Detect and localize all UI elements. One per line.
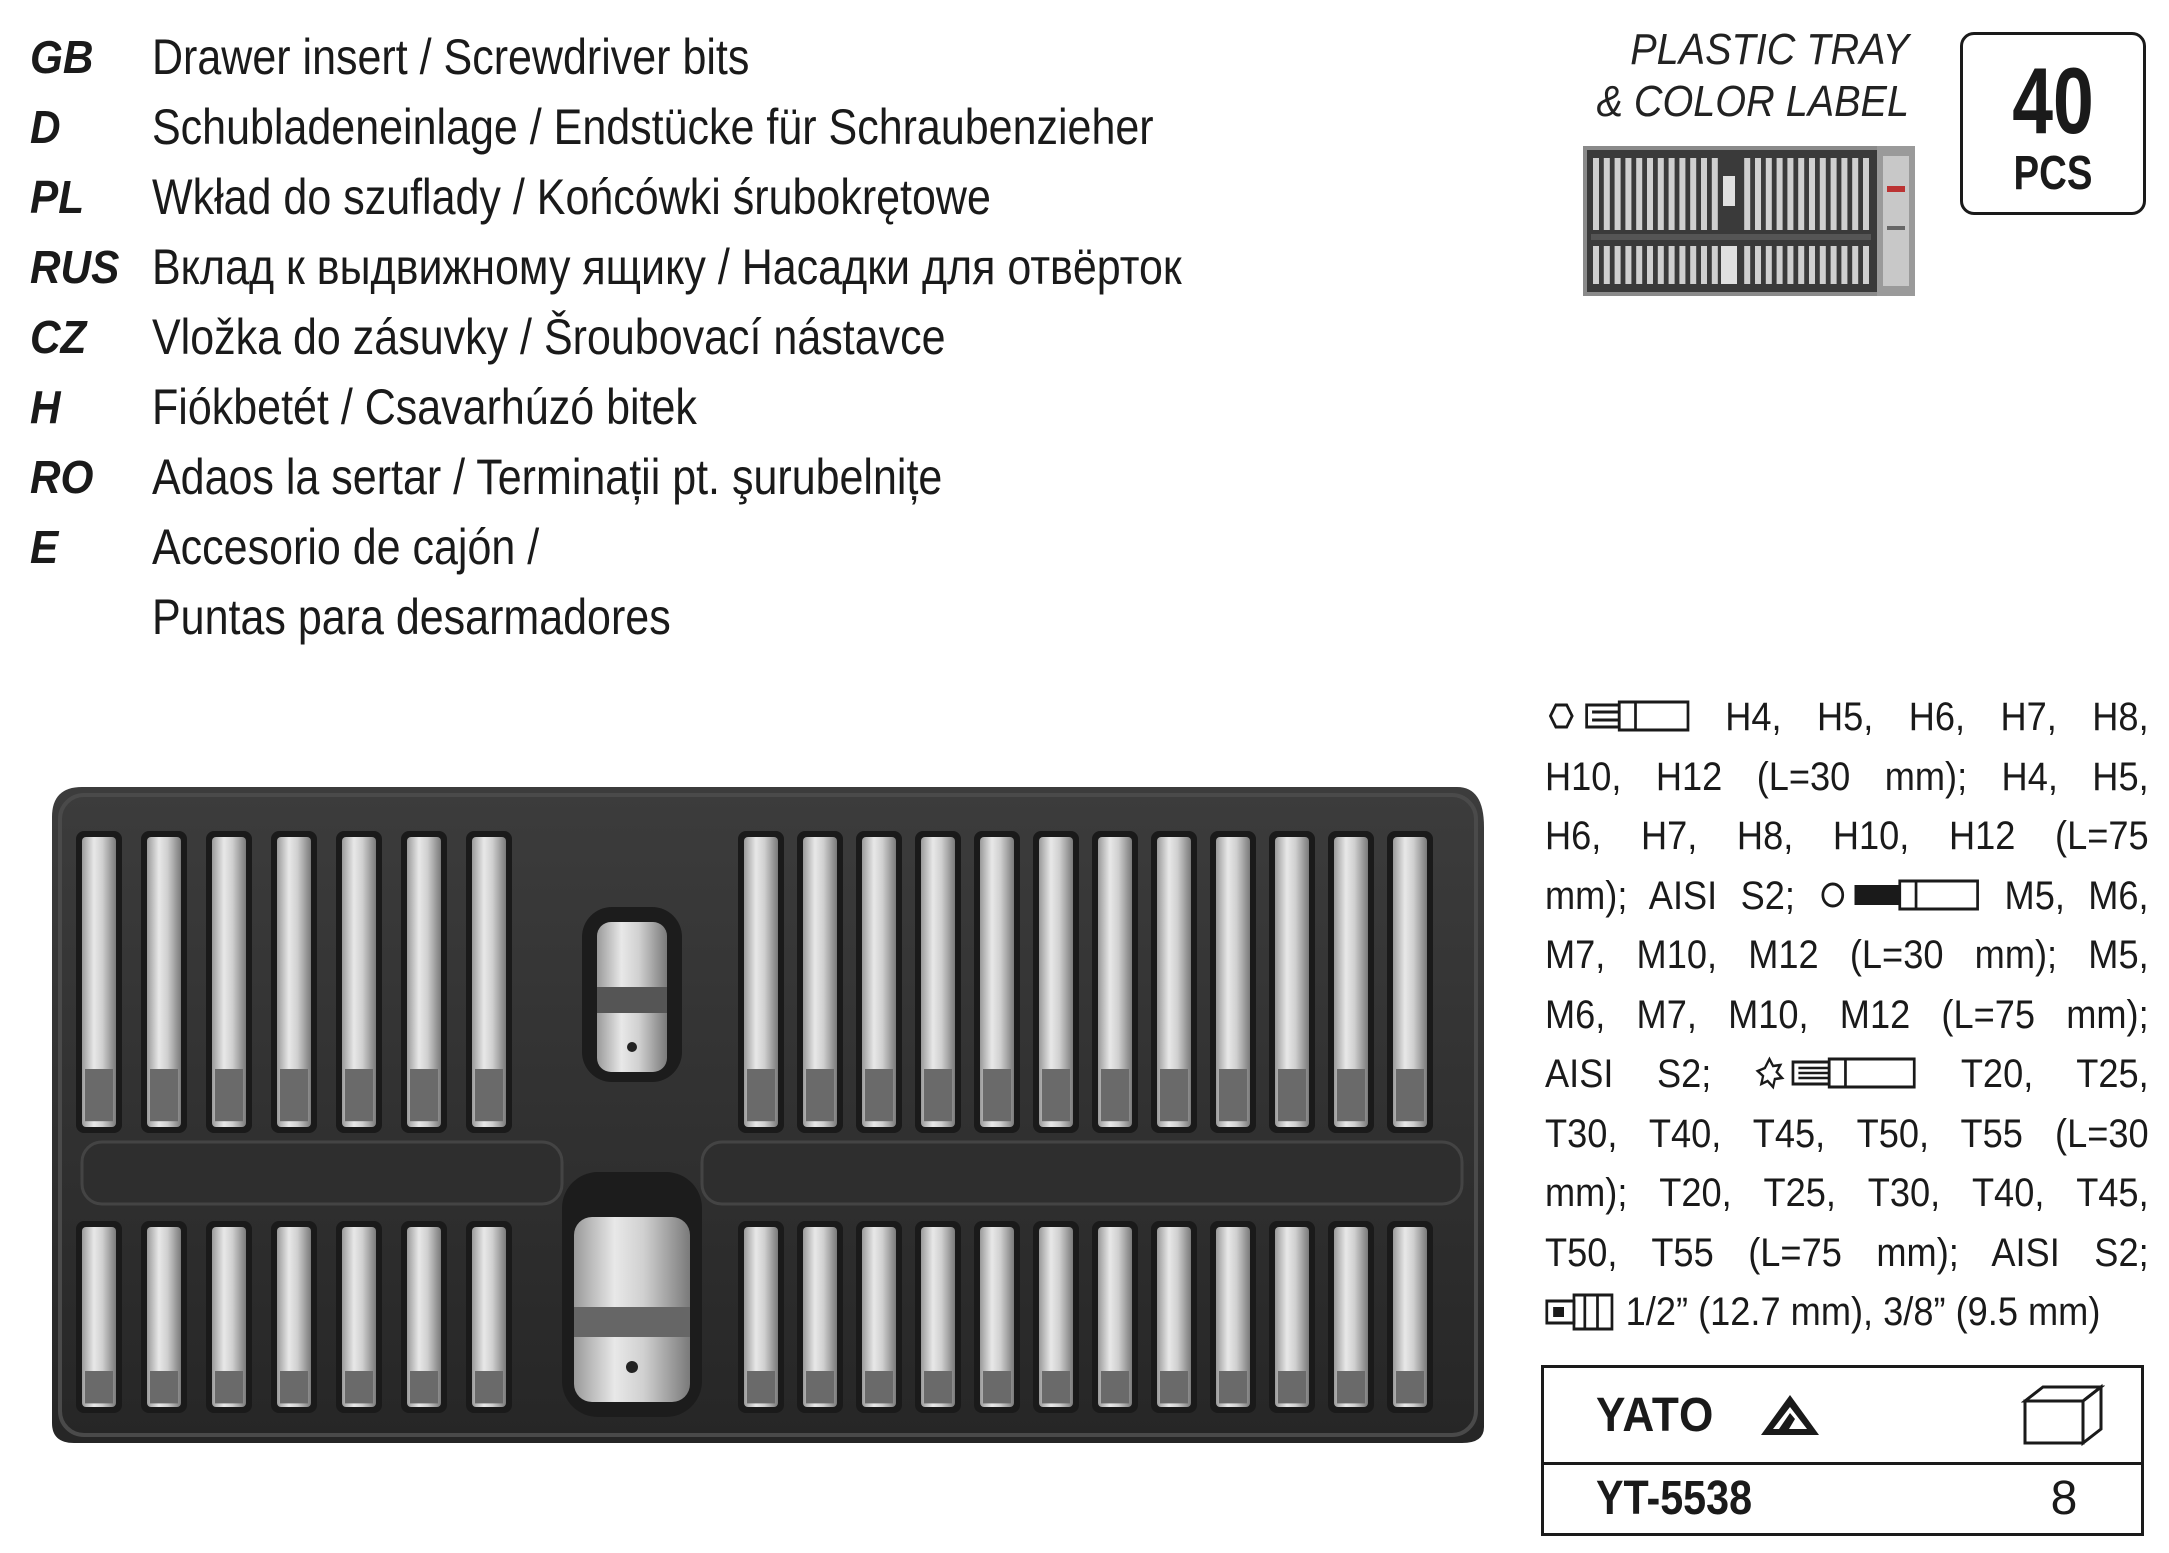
thumbnail-bit-image bbox=[1669, 158, 1675, 230]
long-bit-image bbox=[856, 831, 902, 1133]
lang-code: GB bbox=[30, 31, 94, 83]
long-bit-image bbox=[401, 831, 447, 1133]
short-bit-image bbox=[141, 1221, 187, 1413]
thumbnail-bit-image bbox=[1669, 246, 1675, 284]
thumbnail-bit-image bbox=[1798, 158, 1804, 230]
spec-text: mm); AISI S2; bbox=[1545, 873, 1795, 918]
spec-line-11 bbox=[1545, 1283, 2149, 1343]
long-bit-image bbox=[206, 831, 252, 1133]
thumbnail-bit-image bbox=[1647, 158, 1653, 230]
table-data-row bbox=[1544, 1465, 2141, 1533]
short-bit-image bbox=[1092, 1221, 1138, 1413]
adapter-small-image bbox=[582, 907, 682, 1082]
long-bit-image bbox=[1092, 831, 1138, 1133]
lang-code: H bbox=[30, 381, 61, 433]
tray-thumbnail-image bbox=[1583, 146, 1915, 296]
spec-line-1 bbox=[1545, 688, 2149, 748]
lang-code: E bbox=[30, 521, 59, 573]
long-bit-image bbox=[797, 831, 843, 1133]
thumbnail-bit-image bbox=[1625, 158, 1631, 230]
thumbnail-bit-image bbox=[1591, 234, 1871, 240]
thumbnail-bit-image bbox=[1841, 246, 1847, 284]
package-quantity: 8 bbox=[2050, 1472, 2078, 1525]
thumbnail-bit-image bbox=[1701, 246, 1707, 284]
thumbnail-bit-image bbox=[1809, 158, 1815, 230]
tray-label bbox=[1441, 24, 1909, 128]
thumbnail-bit-image bbox=[1744, 246, 1750, 284]
thumbnail-bit-image bbox=[1593, 246, 1599, 284]
spec-line-4 bbox=[1545, 867, 2149, 927]
piece-unit: PCS bbox=[2013, 147, 2093, 200]
model-number: YT-5538 bbox=[1596, 1472, 1753, 1525]
short-bit-image bbox=[336, 1221, 382, 1413]
piece-count-badge bbox=[1960, 32, 2146, 215]
yato-logo-icon bbox=[1759, 1393, 1821, 1437]
lang-text: Puntas para desarmadores bbox=[152, 589, 671, 645]
lang-code: CZ bbox=[30, 311, 87, 363]
spec-line-8: T30, T40, T45, T50, T55 (L=30 bbox=[1545, 1111, 2149, 1156]
short-bit-image bbox=[1210, 1221, 1256, 1413]
thumbnail-bit-image bbox=[1690, 246, 1696, 284]
thumbnail-bit-image bbox=[1712, 246, 1718, 284]
thumbnail-bit-image bbox=[1831, 158, 1837, 230]
drawer-tray-image bbox=[52, 787, 1484, 1443]
table-header-row bbox=[1544, 1368, 2141, 1465]
long-bit-image bbox=[915, 831, 961, 1133]
long-bit-image bbox=[141, 831, 187, 1133]
torx-bit-icon bbox=[1755, 1053, 1918, 1093]
long-bit-image bbox=[1033, 831, 1079, 1133]
long-bit-image bbox=[974, 831, 1020, 1133]
thumbnail-bit-image bbox=[1777, 158, 1783, 230]
tray-label-line1: PLASTIC TRAY bbox=[1630, 25, 1909, 74]
spec-text: T20, T25, bbox=[1960, 1052, 2149, 1096]
thumbnail-bit-image bbox=[1787, 246, 1793, 284]
thumbnail-bit-image bbox=[1755, 246, 1761, 284]
thumbnail-bit-image bbox=[1787, 158, 1793, 230]
lang-code: PL bbox=[30, 171, 85, 223]
short-bit-image bbox=[401, 1221, 447, 1413]
thumbnail-bit-image bbox=[1615, 158, 1621, 230]
short-bit-image bbox=[1387, 1221, 1433, 1413]
short-bit-image bbox=[797, 1221, 843, 1413]
short-bit-image bbox=[1328, 1221, 1374, 1413]
hex-bit-icon bbox=[1545, 696, 1690, 736]
short-bit-image bbox=[1033, 1221, 1079, 1413]
long-bit-image bbox=[1387, 831, 1433, 1133]
short-bit-image bbox=[466, 1221, 512, 1413]
long-bit-image bbox=[336, 831, 382, 1133]
long-bit-image bbox=[271, 831, 317, 1133]
product-table bbox=[1541, 1365, 2144, 1536]
spline-bit-icon bbox=[1818, 875, 1981, 915]
short-bit-image bbox=[271, 1221, 317, 1413]
thumbnail-bit-image bbox=[1831, 246, 1837, 284]
thumbnail-bit-image bbox=[1766, 246, 1772, 284]
lang-code: D bbox=[30, 101, 61, 153]
spec-line-2: H10, H12 (L=30 mm); H4, H5, bbox=[1545, 754, 2149, 799]
short-bit-image bbox=[915, 1221, 961, 1413]
long-bit-image bbox=[1151, 831, 1197, 1133]
spec-adapter-sizes: 1/2” (12.7 mm), 3/8” (9.5 mm) bbox=[1625, 1290, 2101, 1334]
short-bit-image bbox=[1151, 1221, 1197, 1413]
thumbnail-bit-image bbox=[1636, 246, 1642, 284]
long-bit-image bbox=[466, 831, 512, 1133]
thumbnail-bit-image bbox=[1723, 176, 1735, 206]
thumbnail-bit-image bbox=[1852, 158, 1858, 230]
thumbnail-bit-image bbox=[1841, 158, 1847, 230]
lang-code: RUS bbox=[30, 241, 120, 293]
thumbnail-bit-image bbox=[1604, 158, 1610, 230]
package-box-icon bbox=[2021, 1383, 2105, 1447]
thumbnail-bit-image bbox=[1690, 158, 1696, 230]
thumbnail-bit-image bbox=[1820, 158, 1826, 230]
lang-text: Wkład do szuflady / Końcówki śrubokrętowe bbox=[152, 169, 991, 225]
thumbnail-bit-image bbox=[1766, 158, 1772, 230]
socket-adapter-icon bbox=[1545, 1291, 1616, 1331]
thumbnail-bit-image bbox=[1798, 246, 1804, 284]
short-bit-image bbox=[206, 1221, 252, 1413]
lang-text: Adaos la sertar / Terminații pt. şurubelnițe bbox=[152, 449, 943, 505]
lang-code: RO bbox=[30, 451, 94, 503]
spec-line-6: M6, M7, M10, M12 (L=75 mm); bbox=[1545, 992, 2149, 1037]
thumbnail-bit-image bbox=[1852, 246, 1858, 284]
long-bit-image bbox=[738, 831, 784, 1133]
adapter-large-image bbox=[562, 1172, 702, 1417]
spec-line-3: H6, H7, H8, H10, H12 (L=75 bbox=[1545, 814, 2149, 858]
spec-text: M5, M6, bbox=[2004, 873, 2149, 918]
spec-line-7 bbox=[1545, 1045, 2149, 1105]
thumbnail-bit-image bbox=[1615, 246, 1621, 284]
long-bit-image bbox=[1269, 831, 1315, 1133]
lang-text: Accesorio de cajón / bbox=[152, 519, 540, 575]
thumbnail-bit-image bbox=[1679, 158, 1685, 230]
thumbnail-bit-image bbox=[1755, 158, 1761, 230]
short-bit-image bbox=[974, 1221, 1020, 1413]
spec-line-10: T50, T55 (L=75 mm); AISI S2; bbox=[1545, 1230, 2149, 1275]
piece-count: 40 bbox=[2012, 48, 2094, 153]
spec-hex-sizes: H4, H5, H6, H7, H8, bbox=[1725, 695, 2149, 739]
thumbnail-bit-image bbox=[1721, 246, 1737, 284]
thumbnail-bit-image bbox=[1625, 246, 1631, 284]
lang-text: Vložka do zásuvky / Šroubovací nástavce bbox=[152, 309, 946, 365]
long-bit-image bbox=[76, 831, 122, 1133]
thumbnail-bit-image bbox=[1679, 246, 1685, 284]
brand-name: YATO bbox=[1596, 1389, 1715, 1442]
lang-text: Fiókbetét / Csavarhúzó bitek bbox=[152, 379, 697, 435]
lang-text: Вклад к выдвижному ящику / Насадки для отвёрток bbox=[152, 239, 1182, 295]
thumbnail-bit-image bbox=[1701, 158, 1707, 230]
lang-text: Drawer insert / Screwdriver bits bbox=[152, 29, 750, 85]
thumbnail-bit-image bbox=[1777, 246, 1783, 284]
thumbnail-bit-image bbox=[1744, 158, 1750, 230]
thumbnail-bit-image bbox=[1658, 158, 1664, 230]
lang-text: Schubladeneinlage / Endstücke für Schraubenzieher bbox=[152, 99, 1154, 155]
thumbnail-bit-image bbox=[1593, 158, 1599, 230]
thumbnail-bit-image bbox=[1636, 158, 1642, 230]
thumbnail-bit-image bbox=[1809, 246, 1815, 284]
short-bit-image bbox=[1269, 1221, 1315, 1413]
spec-line-9: mm); T20, T25, T30, T40, T45, bbox=[1545, 1171, 2149, 1215]
specification-text bbox=[1545, 688, 2149, 1348]
long-bit-image bbox=[1210, 831, 1256, 1133]
spec-line-5: M7, M10, M12 (L=30 mm); M5, bbox=[1545, 933, 2149, 977]
thumbnail-bit-image bbox=[1863, 246, 1869, 284]
long-bit-image bbox=[1328, 831, 1374, 1133]
thumbnail-bit-image bbox=[1712, 158, 1718, 230]
thumbnail-bit-image bbox=[1863, 158, 1869, 230]
short-bit-image bbox=[76, 1221, 122, 1413]
thumbnail-bit-image bbox=[1647, 246, 1653, 284]
short-bit-image bbox=[738, 1221, 784, 1413]
thumbnail-bit-image bbox=[1658, 246, 1664, 284]
spec-text: AISI S2; bbox=[1545, 1052, 1712, 1096]
thumbnail-bit-image bbox=[1820, 246, 1826, 284]
short-bit-image bbox=[856, 1221, 902, 1413]
tray-label-line2: & COLOR LABEL bbox=[1596, 77, 1909, 126]
thumbnail-bit-image bbox=[1604, 246, 1610, 284]
